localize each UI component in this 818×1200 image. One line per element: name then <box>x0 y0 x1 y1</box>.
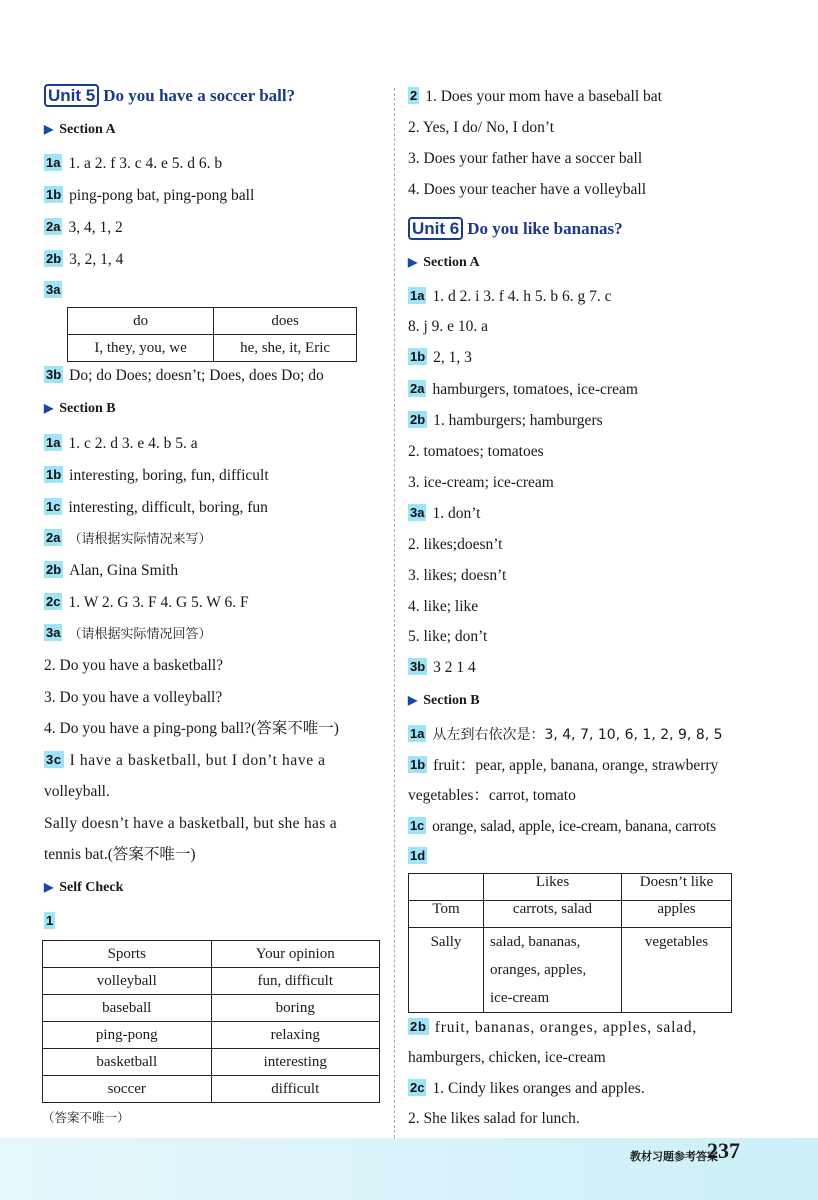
u5-sc-note: （答案不唯一） <box>42 1110 130 1125</box>
u5-b-3a: 3a （请根据实际情况回答） <box>46 625 212 642</box>
u6-a-3a-line2: 2. likes;doesn’t <box>408 536 503 553</box>
u5-b-3c: 3c I have a basketball, but I don’t have a <box>46 752 326 769</box>
u5-a-3b: 3b Do; do Does; doesn’t; Does, does Do; do <box>46 367 324 384</box>
triangle-icon: ▶ <box>408 255 418 269</box>
u5-b-2b: 2b Alan, Gina Smith <box>46 562 179 579</box>
table-row: Tom carrots, salad apples <box>409 901 732 928</box>
table-cell: I, they, you, we <box>68 335 214 362</box>
table-header: Your opinion <box>211 941 380 968</box>
u6-a-3a-line3: 3. likes; doesn’t <box>408 567 507 584</box>
table-header: Sports <box>43 941 212 968</box>
u6-b-2b-line2: hamburgers, chicken, ice-cream <box>408 1049 606 1066</box>
unit6-section-a-heading: ▶ Section A <box>408 255 480 270</box>
u5-a-2b: 2b 3, 2, 1, 4 <box>46 251 124 268</box>
unit5-label: Unit 5 <box>44 84 99 107</box>
u5-a-3a: 3a <box>46 282 61 297</box>
u5-sc-2-line2: 2. Yes, I do/ No, I don’t <box>408 119 555 136</box>
u5-b-1b: 1b interesting, boring, fun, difficult <box>46 467 269 484</box>
u5-sc-2-line3: 3. Does your father have a soccer ball <box>408 150 643 167</box>
unit5-title: Do you have a soccer ball? <box>103 86 296 105</box>
unit6-label: Unit 6 <box>408 217 463 240</box>
u6-a-1a-line2: 8. j 9. e 10. a <box>408 318 489 335</box>
triangle-icon: ▶ <box>44 401 54 415</box>
u6-a-2b-line3: 3. ice-cream; ice-cream <box>408 474 554 491</box>
u6-a-1b: 1b 2, 1, 3 <box>410 349 472 366</box>
table-row: ping-pong relaxing <box>43 1022 380 1049</box>
u5-b-1c: 1c interesting, difficult, boring, fun <box>46 499 268 516</box>
u5-b-3c-line4: tennis bat.(答案不唯一) <box>44 846 196 863</box>
table-header <box>409 874 484 901</box>
page-footer <box>0 1138 818 1200</box>
table-header: Likes <box>484 874 622 901</box>
table-row: basketball interesting <box>43 1049 380 1076</box>
u5-b-3c-line3: Sally doesn’t have a basketball, but she has a <box>44 815 337 832</box>
table-sports-opinion <box>42 940 380 1103</box>
u5-b-3c-line2: volleyball. <box>44 783 110 800</box>
u5-sc-2-line4: 4. Does your teacher have a volleyball <box>408 181 647 198</box>
page-number: 237 <box>707 1138 740 1163</box>
table-do-does <box>67 307 357 362</box>
u6-a-3a-line4: 4. like; like <box>408 598 479 615</box>
u5-b-3a-line3: 3. Do you have a volleyball? <box>44 689 223 706</box>
table-row: baseball boring <box>43 995 380 1022</box>
table-row: Sally salad, bananas, oranges, apples, ice-cream vegetables <box>409 928 732 1013</box>
u5-b-3a-line4: 4. Do you have a ping-pong ball?(答案不唯一) <box>44 720 339 737</box>
table-header: Doesn’t like <box>622 874 732 901</box>
u6-b-1d: 1d <box>410 848 426 863</box>
unit6-heading <box>408 219 623 239</box>
unit6-section-b-heading: ▶ Section B <box>408 693 480 708</box>
u6-b-1a: 1a 从左到右依次是：3, 4, 7, 10, 6, 1, 2, 9, 8, 5 <box>410 726 723 743</box>
u6-b-1b-line2: vegetables：carrot, tomato <box>408 787 576 804</box>
u5-sc-1: 1 <box>46 913 54 928</box>
u6-a-3b: 3b 3 2 1 4 <box>410 659 476 676</box>
u6-a-2b: 2b 1. hamburgers; hamburgers <box>410 412 603 429</box>
triangle-icon: ▶ <box>408 693 418 707</box>
unit5-section-b-heading: ▶ Section B <box>44 401 116 416</box>
u5-b-2a: 2a （请根据实际情况来写） <box>46 530 212 547</box>
u5-sc-2: 2 1. Does your mom have a baseball bat <box>410 88 662 105</box>
table-cell: does <box>214 308 357 335</box>
u6-a-3a: 3a 1. don’t <box>410 505 481 522</box>
triangle-icon: ▶ <box>44 880 54 894</box>
table-likes <box>408 873 732 1013</box>
table-row: soccer difficult <box>43 1076 380 1103</box>
unit6-title: Do you like bananas? <box>467 219 623 238</box>
column-divider <box>394 88 395 1138</box>
u5-a-2a: 2a 3, 4, 1, 2 <box>46 219 123 236</box>
u5-a-1a: 1a 1. a 2. f 3. c 4. e 5. d 6. b <box>46 155 223 172</box>
u6-b-1c: 1c orange, salad, apple, ice-cream, banana, carrots <box>410 818 716 835</box>
triangle-icon: ▶ <box>44 122 54 136</box>
u5-b-1a: 1a 1. c 2. d 3. e 4. b 5. a <box>46 435 198 452</box>
u6-a-3a-line5: 5. like; don’t <box>408 628 488 645</box>
table-cell: do <box>68 308 214 335</box>
u6-b-2b: 2b fruit, bananas, oranges, apples, salad, <box>410 1019 698 1036</box>
u6-b-2c: 2c 1. Cindy likes oranges and apples. <box>410 1080 645 1097</box>
table-cell: he, she, it, Eric <box>214 335 357 362</box>
footer-label: 教材习题参考答案 <box>630 1150 718 1163</box>
table-cell-likes: salad, bananas, oranges, apples, ice-cream <box>484 928 622 1013</box>
unit5-self-check-heading: ▶ Self Check <box>44 880 124 895</box>
u6-a-1a: 1a 1. d 2. i 3. f 4. h 5. b 6. g 7. c <box>410 288 612 305</box>
u6-b-2c-line2: 2. She likes salad for lunch. <box>408 1110 580 1127</box>
u6-a-2a: 2a hamburgers, tomatoes, ice-cream <box>410 381 638 398</box>
unit5-section-a-heading: ▶ Section A <box>44 122 116 137</box>
u6-a-2b-line2: 2. tomatoes; tomatoes <box>408 443 544 460</box>
u5-b-2c: 2c 1. W 2. G 3. F 4. G 5. W 6. F <box>46 594 249 611</box>
u5-b-3a-line2: 2. Do you have a basketball? <box>44 657 224 674</box>
u5-a-1b: 1b ping-pong bat, ping-pong ball <box>46 187 255 204</box>
unit5-heading <box>44 86 295 106</box>
table-row: volleyball fun, difficult <box>43 968 380 995</box>
u6-b-1b: 1b fruit：pear, apple, banana, orange, strawberry <box>410 757 719 774</box>
